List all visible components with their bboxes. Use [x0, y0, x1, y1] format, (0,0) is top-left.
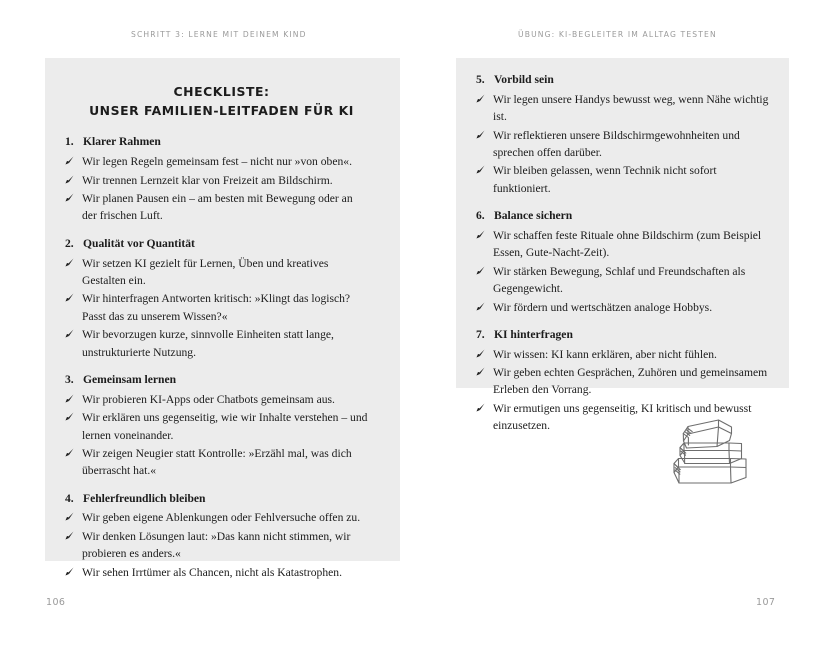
- checklist-item: [65, 528, 378, 563]
- checklist-item: [65, 326, 378, 361]
- checklist-group: [65, 372, 378, 480]
- checklist-item-text: Wir bevorzugen kurze, sinnvolle Einheiten statt lange, unstrukturierte Nutzung.: [82, 328, 334, 359]
- checklist-group-number: 2.: [65, 236, 74, 250]
- checklist-item-text: Wir fördern und wertschätzen analoge Hobbys.: [493, 300, 713, 314]
- checklist-title-line-2: UNSER FAMILIEN-LEITFADEN FÜR KI: [89, 103, 354, 119]
- pen-nib-bullet-icon: [65, 255, 82, 267]
- checklist-group-heading: [476, 208, 769, 225]
- checklist-group-number: 5.: [476, 73, 485, 86]
- checklist-item: [65, 445, 378, 480]
- checklist-group-label: KI hinterfragen: [494, 327, 573, 341]
- pen-nib-bullet-icon: [476, 346, 493, 358]
- checklist-item: [65, 255, 378, 290]
- checklist-group-label: Qualität vor Quantität: [83, 236, 195, 250]
- checklist-item: [476, 127, 769, 162]
- checklist-group: [65, 134, 378, 224]
- checklist-item-text: Wir zeigen Neugier statt Kontrolle: »Erzähl mal, was dich überrascht hat.«: [82, 446, 352, 478]
- pen-nib-bullet-icon: [65, 509, 82, 521]
- checklist-item-text: Wir wissen: KI kann erklären, aber nicht fühlen.: [493, 347, 717, 361]
- checklist-item-text: Wir trennen Lernzeit klar von Freizeit am Bildschirm.: [82, 173, 333, 187]
- checklist-group-label: Fehlerfreundlich bleiben: [83, 491, 206, 505]
- checklist-item: [476, 162, 769, 197]
- checklist-group-heading: [476, 327, 769, 344]
- checklist-group-number: 3.: [65, 372, 74, 386]
- pen-nib-bullet-icon: [476, 364, 493, 376]
- checklist-group-number: 7.: [476, 327, 485, 341]
- checklist-title: [65, 82, 378, 120]
- checklist-item: [65, 564, 378, 581]
- checklist-group-list-left: [65, 134, 378, 581]
- checklist-item: [476, 263, 769, 298]
- pen-nib-bullet-icon: [65, 190, 82, 202]
- pen-nib-bullet-icon: [476, 400, 493, 412]
- page-number-left: 106: [46, 597, 66, 608]
- checklist-group: [476, 72, 769, 197]
- pen-nib-bullet-icon: [65, 172, 82, 184]
- checklist-item: [65, 153, 378, 170]
- pen-nib-bullet-icon: [65, 326, 82, 338]
- checklist-group: [476, 208, 769, 316]
- checklist-item-text: Wir geben eigene Ablenkungen oder Fehlversuche offen zu.: [82, 511, 361, 525]
- pen-nib-bullet-icon: [65, 153, 82, 165]
- checklist-group-heading: [65, 236, 378, 253]
- pen-nib-bullet-icon: [65, 409, 82, 421]
- pen-nib-bullet-icon: [65, 290, 82, 302]
- checklist-group-label: Gemeinsam lernen: [83, 372, 177, 386]
- checklist-title-line-1: CHECKLISTE:: [173, 84, 270, 99]
- checklist-item-text: Wir planen Pausen ein – am besten mit Bewegung oder an der frischen Luft.: [82, 192, 353, 223]
- checklist-item-text: Wir stärken Bewegung, Schlaf und Freundschaften als Gegengewicht.: [493, 264, 746, 296]
- pen-nib-bullet-icon: [476, 227, 493, 239]
- checklist-item-text: Wir bleiben gelassen, wenn Technik nicht sofort funktioniert.: [493, 164, 717, 195]
- pen-nib-bullet-icon: [65, 564, 82, 576]
- checklist-item-text: Wir setzen KI gezielt für Lernen, Üben und kreatives Gestalten ein.: [82, 256, 329, 287]
- checklist-group: [65, 491, 378, 581]
- checklist-item-text: Wir sehen Irrtümer als Chancen, nicht als Katastrophen.: [82, 565, 342, 579]
- checklist-group-heading: [65, 491, 378, 508]
- page-number-right: 107: [756, 597, 776, 608]
- checklist-item-text: Wir hinterfragen Antworten kritisch: »Klingt das logisch? Passt das zu unserem Wissen?«: [82, 292, 351, 323]
- checklist-item-text: Wir ermutigen uns gegenseitig, KI kritisch und bewusst einzusetzen.: [493, 401, 752, 433]
- checklist-item: [476, 364, 769, 399]
- pen-nib-bullet-icon: [476, 299, 493, 311]
- checklist-panel-left: [45, 58, 400, 579]
- checklist-item-text: Wir legen Regeln gemeinsam fest – nicht nur »von oben«.: [82, 155, 352, 169]
- checklist-group-number: 1.: [65, 135, 74, 149]
- checklist-item: [476, 346, 769, 363]
- pen-nib-bullet-icon: [476, 91, 493, 103]
- checklist-group: [65, 236, 378, 361]
- checklist-item-text: Wir erklären uns gegenseitig, wie wir Inhalte verstehen – und lernen voneinander.: [82, 411, 368, 442]
- checklist-group-number: 6.: [476, 209, 485, 223]
- checklist-item: [65, 290, 378, 325]
- checklist-group-number: 4.: [65, 491, 74, 505]
- pen-nib-bullet-icon: [65, 391, 82, 403]
- checklist-item-text: Wir schaffen feste Rituale ohne Bildschirm (zum Beispiel Essen, Gute-Nacht-Zeit).: [493, 228, 762, 260]
- checklist-group-label: Balance sichern: [494, 209, 573, 223]
- checklist-item: [476, 299, 769, 316]
- checklist-item: [65, 409, 378, 444]
- checklist-group-label: Klarer Rahmen: [83, 135, 161, 149]
- checklist-item: [476, 227, 769, 262]
- pen-nib-bullet-icon: [476, 263, 493, 275]
- checklist-item-text: Wir reflektieren unsere Bildschirmgewohnheiten und sprechen offen darüber.: [493, 128, 740, 159]
- pen-nib-bullet-icon: [65, 528, 82, 540]
- checklist-item: [65, 190, 378, 225]
- checklist-group-list-right: [476, 72, 769, 435]
- checklist-item-text: Wir legen unsere Handys bewusst weg, wenn Nähe wichtig ist.: [493, 92, 769, 124]
- book-stack-icon: [661, 410, 757, 490]
- checklist-item: [65, 509, 378, 526]
- pen-nib-bullet-icon: [65, 445, 82, 457]
- checklist-group-heading: [476, 72, 769, 89]
- checklist-group-heading: [65, 372, 378, 389]
- checklist-group-heading: [65, 134, 378, 151]
- checklist-item: [65, 391, 378, 408]
- checklist-item: [476, 91, 769, 126]
- running-head-left: SCHRITT 3: LERNE MIT DEINEM KIND: [131, 30, 307, 39]
- checklist-item: [65, 172, 378, 189]
- running-head-right: ÜBUNG: KI-BEGLEITER IM ALLTAG TESTEN: [518, 30, 717, 39]
- checklist-group-label: Vorbild sein: [494, 73, 554, 86]
- checklist-item-text: Wir geben echten Gesprächen, Zuhören und gemeinsamem Erleben den Vorrang.: [493, 366, 768, 397]
- pen-nib-bullet-icon: [476, 162, 493, 174]
- checklist-item-text: Wir denken Lösungen laut: »Das kann nicht stimmen, wir probieren es anders.«: [82, 529, 351, 561]
- pen-nib-bullet-icon: [476, 127, 493, 139]
- checklist-item-text: Wir probieren KI-Apps oder Chatbots gemeinsam aus.: [82, 392, 335, 406]
- checklist-panel-right: [456, 58, 789, 433]
